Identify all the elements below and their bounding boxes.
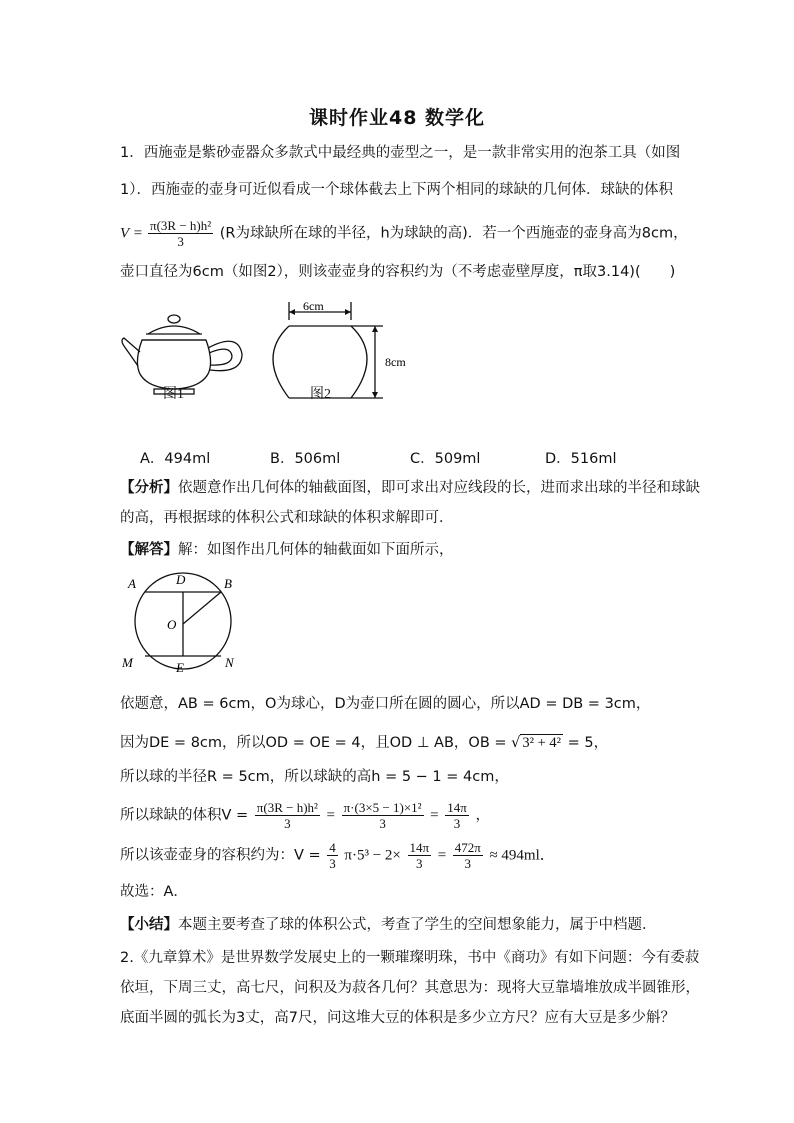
solution-label: 【解答】 (120, 542, 178, 558)
label-o: O (167, 617, 177, 632)
sphere-fraction: $\frac{4}{3}$ (329, 840, 336, 871)
q2-line-1: 2.《九章算术》是世界数学发展史上的一颗璀璨明珠，书中《商功》有如下问题：今有委菽 (120, 950, 700, 966)
label-b: B (224, 576, 232, 591)
cap-volume-formula: $\frac{\text{π(3R − h)h²}}{3}$ (256, 800, 318, 831)
summary-line (120, 915, 690, 935)
option-b: B．506ml (270, 451, 341, 467)
cap-volume-result: $\frac{14\pi}{3}$ (447, 800, 467, 831)
label-m: M (122, 655, 133, 670)
fig1-caption: 图1 (163, 387, 184, 402)
solution-intro-line (120, 540, 690, 560)
q2-line-3: 底面半圆的弧长为3丈，高7尺，问这堆大豆的体积是多少立方尺？应有大豆是多少斛？ (120, 1010, 675, 1026)
solution-step-5-end: ≈ 494ml． (489, 847, 555, 864)
total-fraction: $\frac{472\pi}{3}$ (454, 840, 481, 871)
solution-step-4: 所以球缺的体积V = $\frac{\text{π(3R − h)h²}}{3}$ = $\frac{\text{π·(3×5 − 1)×1²}}{3}$ = $\frac{14\pi}{3}$ ， (120, 800, 490, 831)
fig2-side-label: 8cm (385, 355, 406, 369)
label-e: E (176, 660, 184, 675)
analysis-label: 【分析】 (120, 480, 178, 496)
analysis-line-1 (120, 478, 700, 498)
page-title: 课时作业48 数学化 (308, 107, 486, 129)
analysis-text-1: 依题意作出几何体的轴截面图，即可求出对应线段的长，进而求出球的半径和球缺 (178, 480, 700, 496)
analysis-line-2: 的高，再根据球的体积公式和球缺的体积求解即可． (120, 510, 454, 526)
formula-denominator: 3 (177, 234, 184, 249)
option-c: C．509ml (410, 451, 481, 467)
formula-numerator: π(3R − h)h² (150, 218, 212, 233)
cross-section-figure (118, 570, 248, 678)
label-a: A (128, 576, 136, 591)
solution-intro: 解：如图作出几何体的轴截面如下面所示， (178, 542, 454, 558)
solution-step-4-label: 所以球缺的体积V = (120, 807, 249, 824)
formula-lhs: V (120, 225, 130, 242)
solution-step-5: 所以该壶壶身的容积约为：V = $\frac{4}{3}$ π·5³ − 2× $\frac{14\pi}{3}$ = $\frac{472\pi}{3}$ ≈ 494ml． (120, 840, 555, 871)
solution-step-3: 所以球的半径R = 5cm，所以球缺的高h = 5 − 1 = 4cm， (120, 769, 509, 785)
q1-line-1: 1．西施壶是紫砂壶器众多款式中最经典的壶型之一，是一款非常实用的泡茶工具（如图 (120, 145, 681, 161)
formula-fraction (148, 218, 213, 249)
solution-step-2: 因为DE = 8cm，所以OD = OE = 4，且OD ⊥ AB，OB = √ 3² + 4² = 5， (120, 735, 609, 751)
summary-text: 本题主要考查了球的体积公式，考查了学生的空间想象能力，属于中档题． (178, 917, 657, 933)
pot-profile-figure (255, 298, 425, 408)
formula-description: (R为球缺所在球的半径，h为球缺的高)．若一个西施壶的壶身高为8cm， (219, 225, 688, 242)
option-a: A．494ml (140, 451, 211, 467)
solution-step-2-text: 因为DE = 8cm，所以OD = OE = 4，且OD ⊥ AB，OB = (120, 735, 507, 751)
solution-step-5-label: 所以该壶壶身的容积约为：V = (120, 847, 321, 864)
fig2-caption: 图2 (310, 387, 331, 402)
sqrt-expression: 3² + 4² (522, 735, 562, 751)
solution-step-2-end: = 5， (567, 735, 609, 751)
q1-formula-line: V = $\frac{\text{π(3R − h)h²}}{3}$ (R为球缺所在球的半径，h为球缺的高)．若一个西施壶的壶身高为8cm， (120, 218, 688, 249)
solution-step-1: 依题意，AB = 6cm，O为球心，D为壶口所在圆的圆心，所以AD = DB = 3cm， (120, 696, 651, 712)
q1-line-4: 壶口直径为6cm（如图2），则该壶壶身的容积约为（不考虑壶壁厚度，π取3.14)( ) (120, 264, 676, 280)
q1-line-2: 1）．西施壶的壶身可近似看成一个球体截去上下两个相同的球缺的几何体．球缺的体积 (120, 182, 673, 198)
label-d: D (176, 572, 186, 587)
cap-fraction: $\frac{14\pi}{3}$ (409, 840, 430, 871)
option-d: D．516ml (545, 451, 617, 467)
cap-volume-substituted: $\frac{\text{π·(3×5 − 1)×1²}}{3}$ (343, 800, 422, 831)
summary-label: 【小结】 (120, 917, 178, 933)
solution-step-5-mid: π·5³ − 2× (344, 847, 401, 864)
solution-answer: 故选：A． (120, 884, 188, 900)
fig2-top-label: 6cm (303, 299, 324, 313)
label-n: N (225, 655, 234, 670)
q2-line-2: 依垣，下周三丈，高七尺，问积及为菽各几何？其意思为：现将大豆靠墙堆放成半圆锥形， (120, 980, 700, 996)
teapot-figure (118, 310, 253, 400)
